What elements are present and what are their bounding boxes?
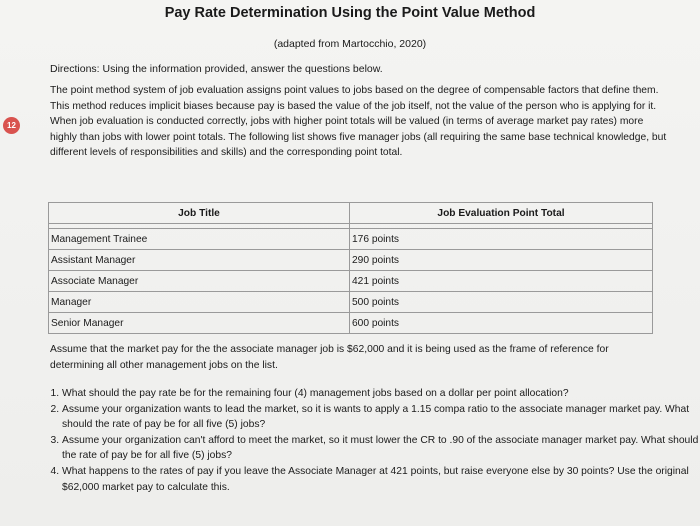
page-subtitle: (adapted from Martocchio, 2020) [273,38,427,50]
column-header-point-total: Job Evaluation Point Total [350,203,653,224]
job-title-cell: Assistant Manager [49,250,350,271]
job-points-table [48,202,653,334]
point-total-cell: 290 points [350,250,653,271]
table-row [49,292,653,313]
point-total-cell: 600 points [350,313,653,334]
table-header-row [49,203,653,224]
point-total-cell: 500 points [350,292,653,313]
question-item: 4. What happens to the rates of pay if you leave the Associate Manager at 421 points, but raise everyone else by 30 points? Use the original $62,000 market pay to calculate this. [62,464,700,495]
directions-text: Directions: Using the information provided, answer the questions below. [50,63,383,75]
table-row [49,313,653,334]
job-title-cell: Management Trainee [49,229,350,250]
intro-paragraph: The point method system of job evaluation assigns point values to jobs based on the degree of compensable factors that define them. This method reduces implicit biases because pay is based the value of the job itself, not the value of the person who is applying for it. When job evaluation is conducted correctly, jobs with higher point totals will be valued (in terms of average market pay rates) more highly than jobs with lower point totals. The following list shows five manager jobs (all requiring the same base technical knowledge, but different levels of responsibilities and skills) and the corresponding point total. [50,85,667,159]
question-item: 1. What should the pay rate be for the remaining four (4) management jobs based on a dollar per point allocation? [62,386,700,402]
table-row [49,229,653,250]
point-total-cell: 421 points [350,271,653,292]
column-header-job-title: Job Title [49,203,350,224]
page-title: Pay Rate Determination Using the Point Value Method [164,5,536,21]
notification-badge[interactable]: 12 [3,117,20,134]
job-title-cell: Senior Manager [49,313,350,334]
table-row [49,271,653,292]
table-row [49,250,653,271]
market-pay-paragraph: Assume that the market pay for the the associate manager job is $62,000 and it is being used as the frame of reference for determining all other management jobs on the list. [50,344,609,371]
question-item: 3. Assume your organization can't afford to meet the market, so it must lower the CR to .90 of the associate manager market pay. What should the rate of pay be for all five (5) jobs? [62,433,700,464]
question-item: 2. Assume your organization wants to lead the market, so it is wants to apply a 1.15 compa ratio to the associate manager market pay. What should the rate of pay be for all five (5) jobs? [62,402,700,433]
job-title-cell: Associate Manager [49,271,350,292]
point-total-cell: 176 points [350,229,653,250]
questions-list [30,386,700,495]
job-title-cell: Manager [49,292,350,313]
